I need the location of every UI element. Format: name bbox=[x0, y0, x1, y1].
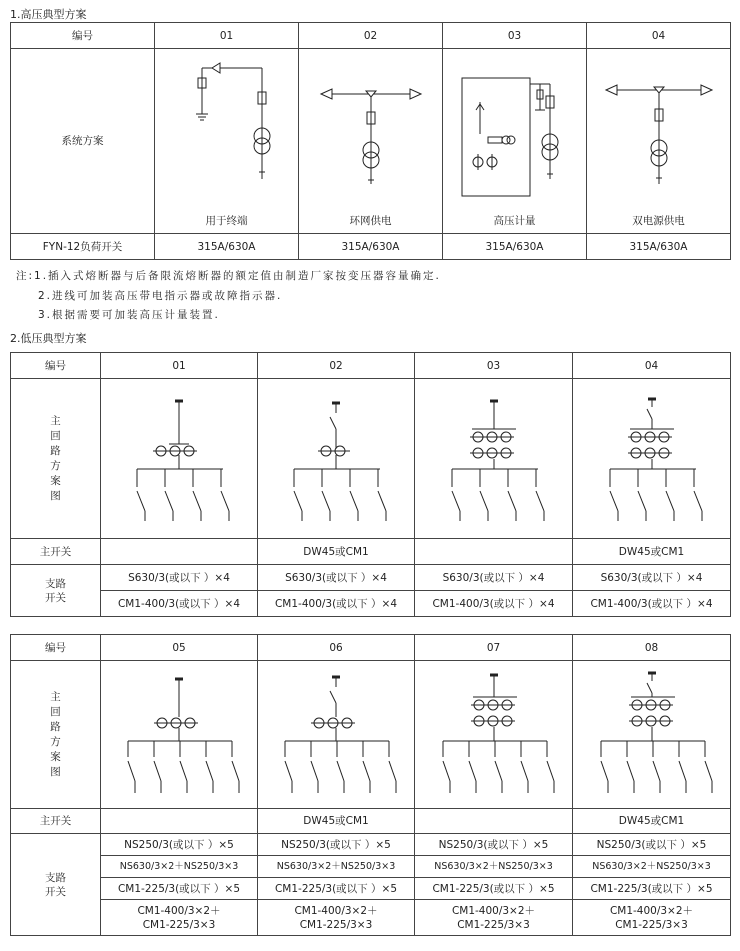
lv-diagram-07 bbox=[429, 667, 559, 802]
lv-branch-label bbox=[11, 834, 101, 936]
lv-diagram-cell bbox=[101, 661, 258, 809]
hv-caption: 高压计量 bbox=[493, 215, 536, 227]
hv-diagram-cell bbox=[299, 49, 443, 234]
lv-branch: CM1-400/3(或以下 ）×4 bbox=[415, 591, 573, 617]
lv-branch: CM1-225/3(或以下 ）×5 bbox=[573, 878, 731, 900]
lv-no: 03 bbox=[415, 353, 573, 379]
lv-branch: NS250/3(或以下 ）×5 bbox=[258, 834, 415, 856]
lv-main: DW45或CM1 bbox=[258, 809, 415, 834]
lv-diagram-02 bbox=[276, 389, 396, 529]
hv-diagram-dual bbox=[594, 54, 724, 214]
lv-no: 04 bbox=[573, 353, 731, 379]
lv-diagram-cell bbox=[573, 379, 731, 539]
hv-diagram-metering bbox=[450, 54, 580, 214]
lv-branch-line: CM1-225/3×3 bbox=[615, 918, 688, 931]
lv-branch: NS250/3(或以下 ）×5 bbox=[101, 834, 258, 856]
lv-branch-line: CM1-400/3×2＋ bbox=[451, 904, 536, 917]
lv-no: 08 bbox=[573, 635, 731, 661]
lv-diagram-05 bbox=[114, 667, 244, 802]
hv-caption: 双电源供电 bbox=[632, 215, 685, 227]
lv-branch-line: CM1-225/3×3 bbox=[457, 918, 530, 931]
lv-branch: S630/3(或以下 ）×4 bbox=[101, 565, 258, 591]
hv-rating: 315A/630A bbox=[443, 234, 587, 260]
lv-branch: CM1-225/3(或以下 ）×5 bbox=[415, 878, 573, 900]
hv-diagram-ring bbox=[306, 54, 436, 214]
lv-branch bbox=[573, 900, 731, 936]
lv-main-label: 主开关 bbox=[11, 539, 101, 565]
hv-system-label: 系统方案 bbox=[11, 49, 155, 234]
lv-circuit-label bbox=[11, 661, 101, 809]
lv-branch: CM1-400/3(或以下 ）×4 bbox=[573, 591, 731, 617]
lv-branch: CM1-400/3(或以下 ）×4 bbox=[258, 591, 415, 617]
hv-no: 04 bbox=[587, 23, 731, 49]
hv-diagram-cell bbox=[155, 49, 299, 234]
lv-branch: S630/3(或以下 ）×4 bbox=[415, 565, 573, 591]
lv-diagram-cell bbox=[415, 661, 573, 809]
lv-main bbox=[101, 539, 258, 565]
lv-branch-label bbox=[11, 565, 101, 617]
lv-branch: CM1-400/3(或以下 ）×4 bbox=[101, 591, 258, 617]
hv-rating: 315A/630A bbox=[299, 234, 443, 260]
lv-scheme-table-2 bbox=[10, 634, 731, 936]
lv-no: 02 bbox=[258, 353, 415, 379]
lv-diagram-01 bbox=[119, 389, 239, 529]
lv-diagram-08 bbox=[587, 667, 717, 802]
lv-branch bbox=[258, 900, 415, 936]
section-title-hv: 1.高压典型方案 bbox=[10, 8, 87, 21]
hv-caption: 环网供电 bbox=[349, 215, 392, 227]
lv-main: DW45或CM1 bbox=[573, 539, 731, 565]
lv-branch-line: CM1-225/3×3 bbox=[142, 918, 216, 931]
lv-circuit-label bbox=[11, 379, 101, 539]
lv-circuit-label-text: 主回路方案图 bbox=[50, 690, 61, 778]
lv-branch-label-text: 支路开关 bbox=[45, 577, 66, 604]
note-2: 2.进线可加装高压带电指示器或故障指示器. bbox=[38, 290, 283, 302]
lv-no-label: 编号 bbox=[11, 353, 101, 379]
lv-no: 06 bbox=[258, 635, 415, 661]
lv-branch-line: CM1-225/3×3 bbox=[299, 918, 373, 931]
lv-circuit-label-text: 主回路方案图 bbox=[50, 414, 61, 502]
lv-main bbox=[101, 809, 258, 834]
lv-branch: NS630/3×2＋NS250/3×3 bbox=[415, 856, 573, 878]
lv-branch bbox=[415, 900, 573, 936]
hv-rating: 315A/630A bbox=[587, 234, 731, 260]
hv-no: 02 bbox=[299, 23, 443, 49]
hv-no: 01 bbox=[155, 23, 299, 49]
lv-main bbox=[415, 539, 573, 565]
lv-main: DW45或CM1 bbox=[258, 539, 415, 565]
lv-branch: CM1-225/3(或以下 ）×5 bbox=[101, 878, 258, 900]
lv-branch: S630/3(或以下 ）×4 bbox=[258, 565, 415, 591]
lv-diagram-cell bbox=[573, 661, 731, 809]
lv-diagram-04 bbox=[592, 389, 712, 529]
lv-branch-label-text: 支路开关 bbox=[45, 871, 66, 898]
lv-branch-line: CM1-400/3×2＋ bbox=[137, 904, 221, 917]
lv-diagram-cell bbox=[415, 379, 573, 539]
lv-scheme-table-1 bbox=[10, 352, 731, 617]
hv-diagram-terminal bbox=[162, 54, 292, 214]
note-1: 注:1.插入式熔断器与后备限流熔断器的额定值由制造厂家按变压器容量确定. bbox=[16, 270, 441, 282]
lv-diagram-cell bbox=[258, 661, 415, 809]
lv-no-label: 编号 bbox=[11, 635, 101, 661]
hv-switch-label: FYN-12负荷开关 bbox=[11, 234, 155, 260]
note-3: 3.根据需要可加装高压计量装置. bbox=[38, 309, 220, 321]
lv-branch bbox=[101, 900, 258, 936]
lv-branch: CM1-225/3(或以下 ）×5 bbox=[258, 878, 415, 900]
hv-diagram-cell bbox=[443, 49, 587, 234]
hv-no-label: 编号 bbox=[11, 23, 155, 49]
lv-branch: NS630/3×2＋NS250/3×3 bbox=[258, 856, 415, 878]
lv-main: DW45或CM1 bbox=[573, 809, 731, 834]
hv-rating: 315A/630A bbox=[155, 234, 299, 260]
lv-diagram-cell bbox=[101, 379, 258, 539]
lv-main bbox=[415, 809, 573, 834]
lv-branch: S630/3(或以下 ）×4 bbox=[573, 565, 731, 591]
lv-diagram-03 bbox=[434, 389, 554, 529]
lv-branch: NS250/3(或以下 ）×5 bbox=[415, 834, 573, 856]
hv-scheme-table bbox=[10, 22, 731, 260]
hv-diagram-cell bbox=[587, 49, 731, 234]
lv-diagram-cell bbox=[258, 379, 415, 539]
lv-branch: NS250/3(或以下 ）×5 bbox=[573, 834, 731, 856]
lv-branch-line: CM1-400/3×2＋ bbox=[609, 904, 694, 917]
lv-no: 07 bbox=[415, 635, 573, 661]
lv-no: 01 bbox=[101, 353, 258, 379]
lv-diagram-06 bbox=[271, 667, 401, 802]
hv-caption: 用于终端 bbox=[205, 215, 248, 227]
section-title-lv: 2.低压典型方案 bbox=[10, 332, 87, 345]
lv-main-label: 主开关 bbox=[11, 809, 101, 834]
lv-branch: NS630/3×2＋NS250/3×3 bbox=[573, 856, 731, 878]
lv-no: 05 bbox=[101, 635, 258, 661]
lv-branch-line: CM1-400/3×2＋ bbox=[294, 904, 378, 917]
hv-no: 03 bbox=[443, 23, 587, 49]
lv-branch: NS630/3×2＋NS250/3×3 bbox=[101, 856, 258, 878]
